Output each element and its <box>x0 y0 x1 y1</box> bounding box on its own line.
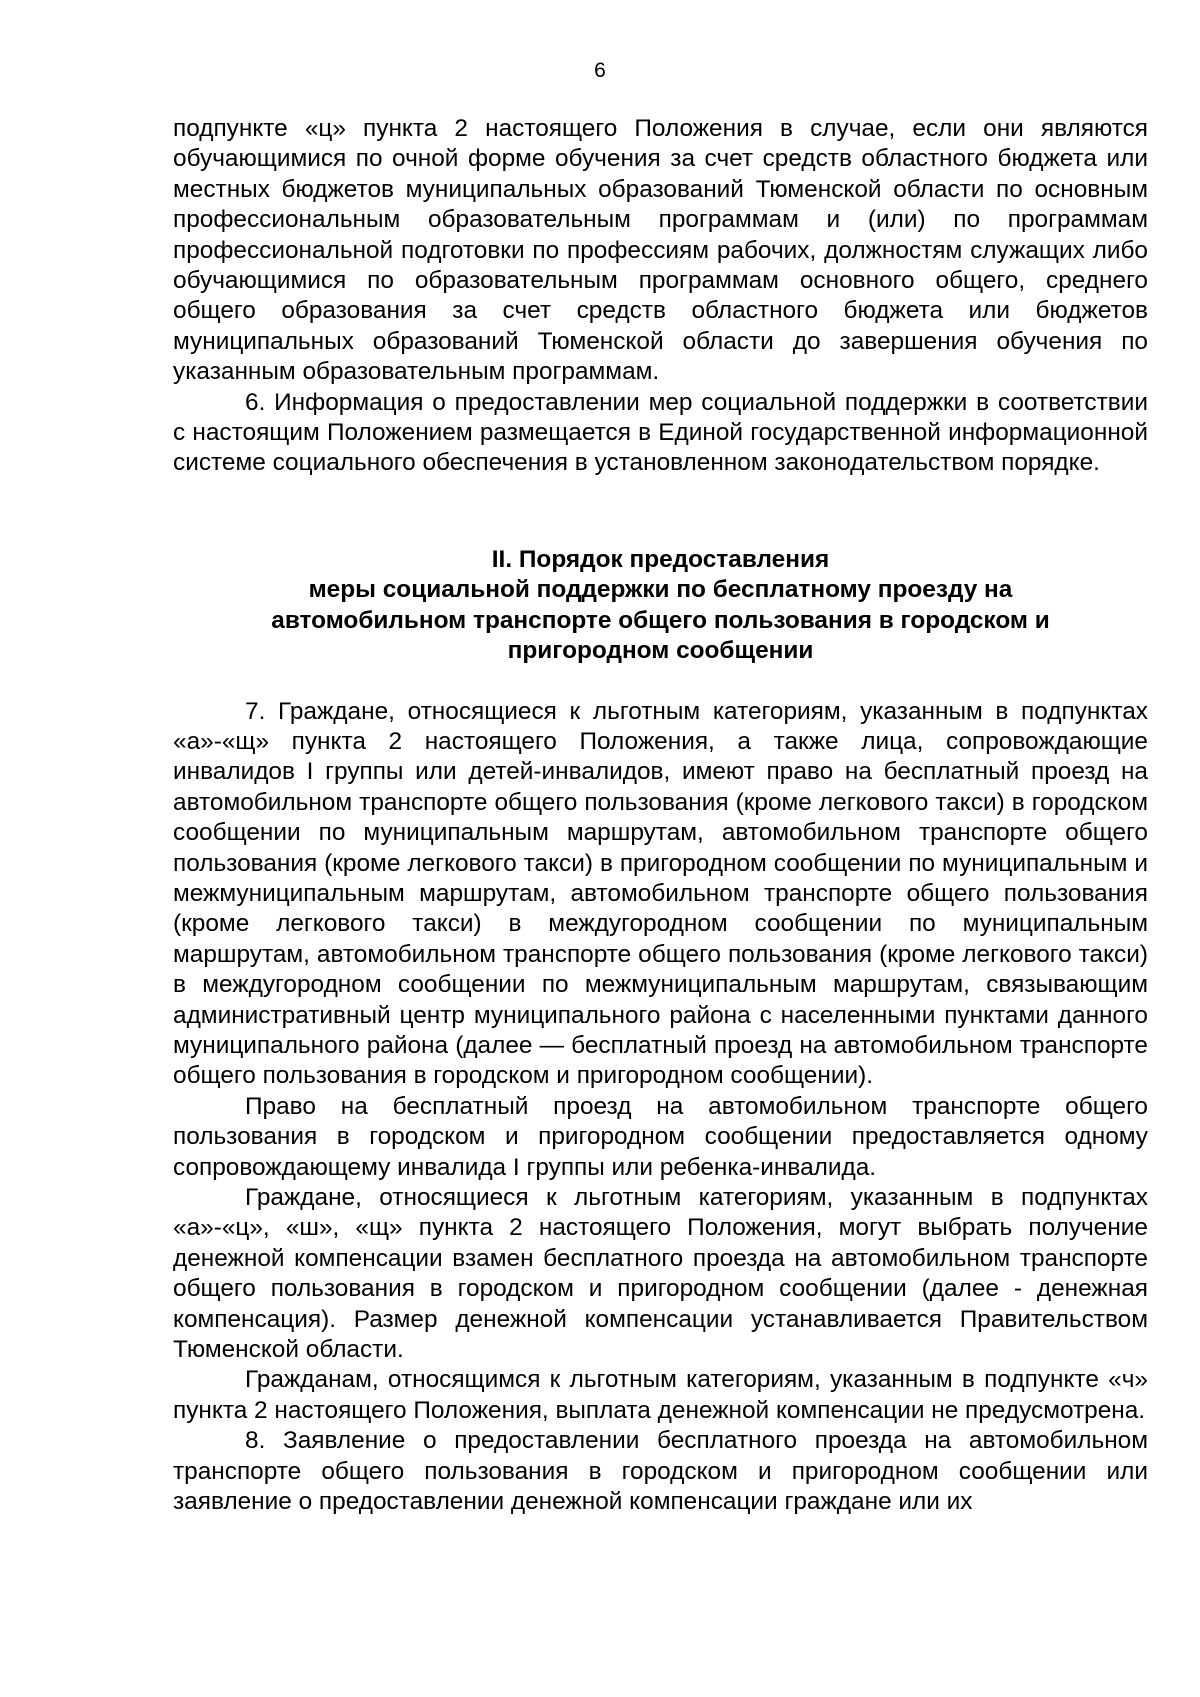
paragraph-6: 6. Информация о предоставлении мер социальной поддержки в соответствии с настоящим Положением размещается в Единой государственной информационной системе социального обеспечения в установленном законодательством порядке. <box>173 388 1148 477</box>
paragraph-compensation-choice: Граждане, относящиеся к льготным категориям, указанным в подпунктах «а»-«ц», «ш», «щ» пункта 2 настоящего Положения, могут выбрать получение денежной компенсации взамен бесплатного проезда на автомобильном транспорте общего пользования в городском и пригородном сообщении (далее - денежная компенсация). Размер денежной компенсации устанавливается Правительством Тюменской области. <box>173 1184 1148 1364</box>
paragraph-continuation: подпункте «ц» пункта 2 настоящего Положения в случае, если они являются обучающимися по очной форме обучения за счет средств областного бюджета или местных бюджетов муниципальных образований Тюменской области по основным профессиональным образовательным программам и (или) по программам профессиональной подготовки по профессиям рабочих, должностям служащих либо обучающимися по образовательным программам основного общего, среднего общего образования за счет средств областного бюджета или бюджетов муниципальных образований Тюменской области до завершения обучения по указанным образовательным программам. <box>173 115 1148 386</box>
document-body <box>173 114 1148 1517</box>
paragraph-7: 7. Граждане, относящиеся к льготным категориям, указанным в подпунктах «а»-«щ» пункта 2 настоящего Положения, а также лица, сопровождающие инвалидов I группы или детей-инвалидов, имеют право на бесплатный проезд на автомобильном транспорте общего пользования (кроме легкового такси) в городском сообщении по муниципальным маршрутам, автомобильном транспорте общего пользования (кроме легкового такси) в пригородном сообщении по муниципальным и межмуниципальным маршрутам, автомобильном транспорте общего пользования (кроме легкового такси) в междугородном сообщении по муниципальным маршрутам, автомобильном транспорте общего пользования (кроме легкового такси) в междугородном сообщении по межмуниципальным маршрутам, связывающим административный центр муниципального района с населенными пунктами данного муниципального района (далее — бесплатный проезд на автомобильном транспорте общего пользования в городском и пригородном сообщении). <box>173 697 1148 1090</box>
paragraph-no-compensation: Гражданам, относящимся к льготным категориям, указанным в подпункте «ч» пункта 2 настоящего Положения, выплата денежной компенсации не предусмотрена. <box>173 1366 1148 1424</box>
section-heading-line: II. Порядок предоставления <box>491 545 830 573</box>
paragraph-8: 8. Заявление о предоставлении бесплатного проезда на автомобильном транспорте общего пользования в городском и пригородном сообщении или заявление о предоставлении денежной компенсации граждане или их <box>173 1427 1148 1516</box>
section-heading-line: пригородном сообщении <box>507 637 814 665</box>
section-heading <box>173 545 1148 667</box>
page-number: 6 <box>594 59 606 82</box>
section-heading-line: меры социальной поддержки по бесплатному проезду на <box>308 576 1013 604</box>
section-heading-line: автомобильном транспорте общего пользования в городском и <box>271 606 1050 634</box>
paragraph-escort-right: Право на бесплатный проезд на автомобильном транспорте общего пользования в городском и пригородном сообщении предоставляется одному сопровождающему инвалида I группы или ребенка-инвалида. <box>173 1092 1148 1181</box>
